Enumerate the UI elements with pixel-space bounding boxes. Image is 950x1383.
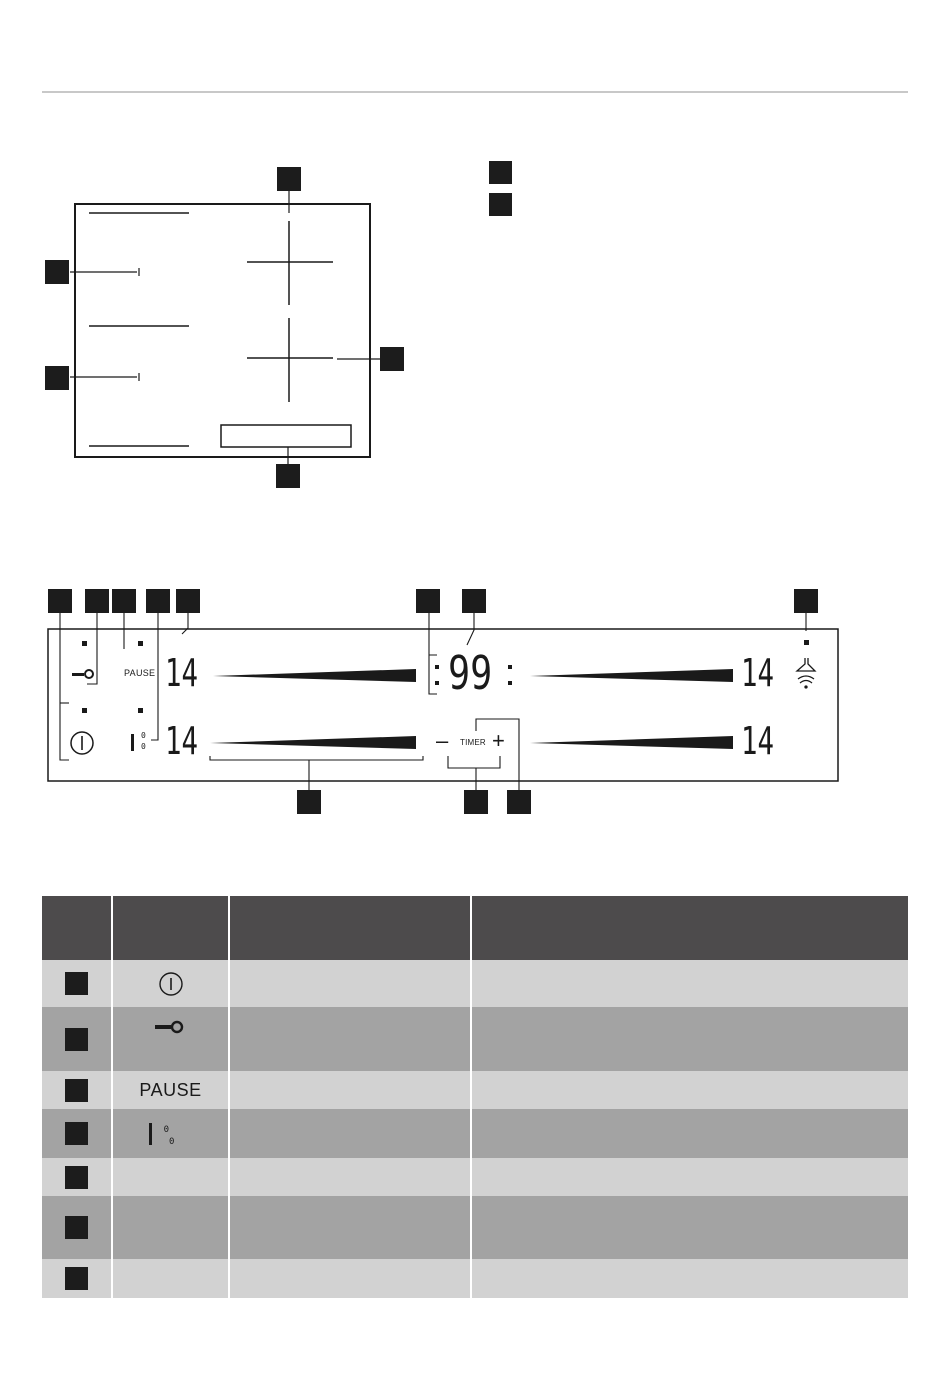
callout-panel-10 <box>464 790 488 814</box>
row-number-marker <box>65 1122 88 1145</box>
row-function-cell <box>229 1007 471 1071</box>
row-symbol-cell <box>112 960 229 1007</box>
panel-on-off-icon <box>71 732 93 754</box>
row-function-cell <box>229 1158 471 1196</box>
row-function-cell <box>229 1071 471 1109</box>
timer-colon-right <box>508 665 512 685</box>
row-description-cell <box>471 1071 908 1109</box>
row-symbol-cell <box>112 1109 229 1158</box>
table-row <box>42 1109 908 1158</box>
row-symbol-cell <box>112 1071 229 1109</box>
table-row <box>42 960 908 1007</box>
row-number-cell <box>42 960 112 1007</box>
row-description-cell <box>471 1259 908 1298</box>
table-header <box>42 896 908 960</box>
indicator-dot-3 <box>82 708 87 713</box>
row-function-cell <box>229 1259 471 1298</box>
table-row <box>42 1007 908 1071</box>
power-level-bottom-left: 14 <box>165 719 198 763</box>
header-cell-function <box>229 896 471 960</box>
table-row <box>42 1196 908 1259</box>
callout-panel-8 <box>794 589 818 613</box>
booster-icon-small-top: 0 <box>163 1125 170 1136</box>
callout-panel-11 <box>507 790 531 814</box>
slider-bottom-left <box>210 736 416 749</box>
row-number-cell <box>42 1158 112 1196</box>
row-function-cell <box>229 1109 471 1158</box>
row-number-marker <box>65 1216 88 1239</box>
leader-panel-9 <box>210 756 423 790</box>
callout-panel-7 <box>462 589 486 613</box>
callout-panel-4 <box>146 589 170 613</box>
header-cell-number <box>42 896 112 960</box>
power-level-top-right: 14 <box>741 651 774 695</box>
leader-panel-10 <box>448 756 500 790</box>
row-function-cell <box>229 1196 471 1259</box>
header-cell-description <box>471 896 908 960</box>
row-description-cell <box>471 1196 908 1259</box>
table-row <box>42 1158 908 1196</box>
row-number-cell <box>42 1109 112 1158</box>
control-table <box>42 896 908 1298</box>
callout-panel-5 <box>176 589 200 613</box>
row-description-cell <box>471 1007 908 1071</box>
pause-button[interactable]: PAUSE <box>124 668 156 678</box>
table-row <box>42 1071 908 1109</box>
row-symbol-cell <box>112 1007 229 1071</box>
indicator-dot-hood <box>804 640 809 645</box>
leader-panel-1 <box>60 612 69 760</box>
row-number-cell <box>42 1071 112 1109</box>
callout-panel-1 <box>48 589 72 613</box>
row-number-marker <box>65 1166 88 1189</box>
booster-icon-small-bottom: 0 <box>169 1137 175 1148</box>
key-lock-icon <box>153 1019 189 1035</box>
row-description-cell <box>471 1158 908 1196</box>
row-number-marker <box>65 1028 88 1051</box>
row-symbol-cell <box>112 1196 229 1259</box>
row-symbol-cell <box>112 1158 229 1196</box>
booster-small-top: 0 <box>141 731 146 740</box>
timer-colon-left <box>435 665 439 685</box>
row-symbol-cell <box>112 1259 229 1298</box>
indicator-dot-4 <box>138 708 143 713</box>
callout-panel-3 <box>112 589 136 613</box>
timer-minus-button[interactable]: – <box>436 728 449 753</box>
slider-top-left <box>213 669 416 682</box>
booster-small-bottom: 0 <box>141 742 146 751</box>
pause-symbol-label: PAUSE <box>139 1079 202 1100</box>
row-number-marker <box>65 1267 88 1290</box>
timer-display: 99 <box>448 646 493 700</box>
panel-key-lock-icon <box>72 670 93 678</box>
timer-plus-button[interactable]: + <box>492 728 505 753</box>
indicator-dot-1 <box>82 641 87 646</box>
indicator-dot-2 <box>138 641 143 646</box>
power-level-top-left: 14 <box>165 651 198 695</box>
table-row <box>42 1259 908 1298</box>
row-number-marker <box>65 972 88 995</box>
callout-panel-9 <box>297 790 321 814</box>
callout-panel-6 <box>416 589 440 613</box>
leader-panel-5 <box>182 612 188 634</box>
row-number-marker <box>65 1079 88 1102</box>
row-description-cell <box>471 1109 908 1158</box>
row-number-cell <box>42 1196 112 1259</box>
panel-booster-bar <box>131 734 134 751</box>
header-cell-symbol <box>112 896 229 960</box>
row-function-cell <box>229 960 471 1007</box>
leader-panel-3 <box>116 612 124 629</box>
on-off-icon <box>158 971 184 997</box>
row-number-cell <box>42 1259 112 1298</box>
row-number-cell <box>42 1007 112 1071</box>
callout-panel-2 <box>85 589 109 613</box>
power-level-bottom-right: 14 <box>741 719 774 763</box>
slider-top-right <box>530 669 733 682</box>
hood-fan-icon <box>797 658 815 688</box>
slider-bottom-right <box>530 736 733 749</box>
timer-label: TIMER <box>460 738 486 747</box>
row-description-cell <box>471 960 908 1007</box>
